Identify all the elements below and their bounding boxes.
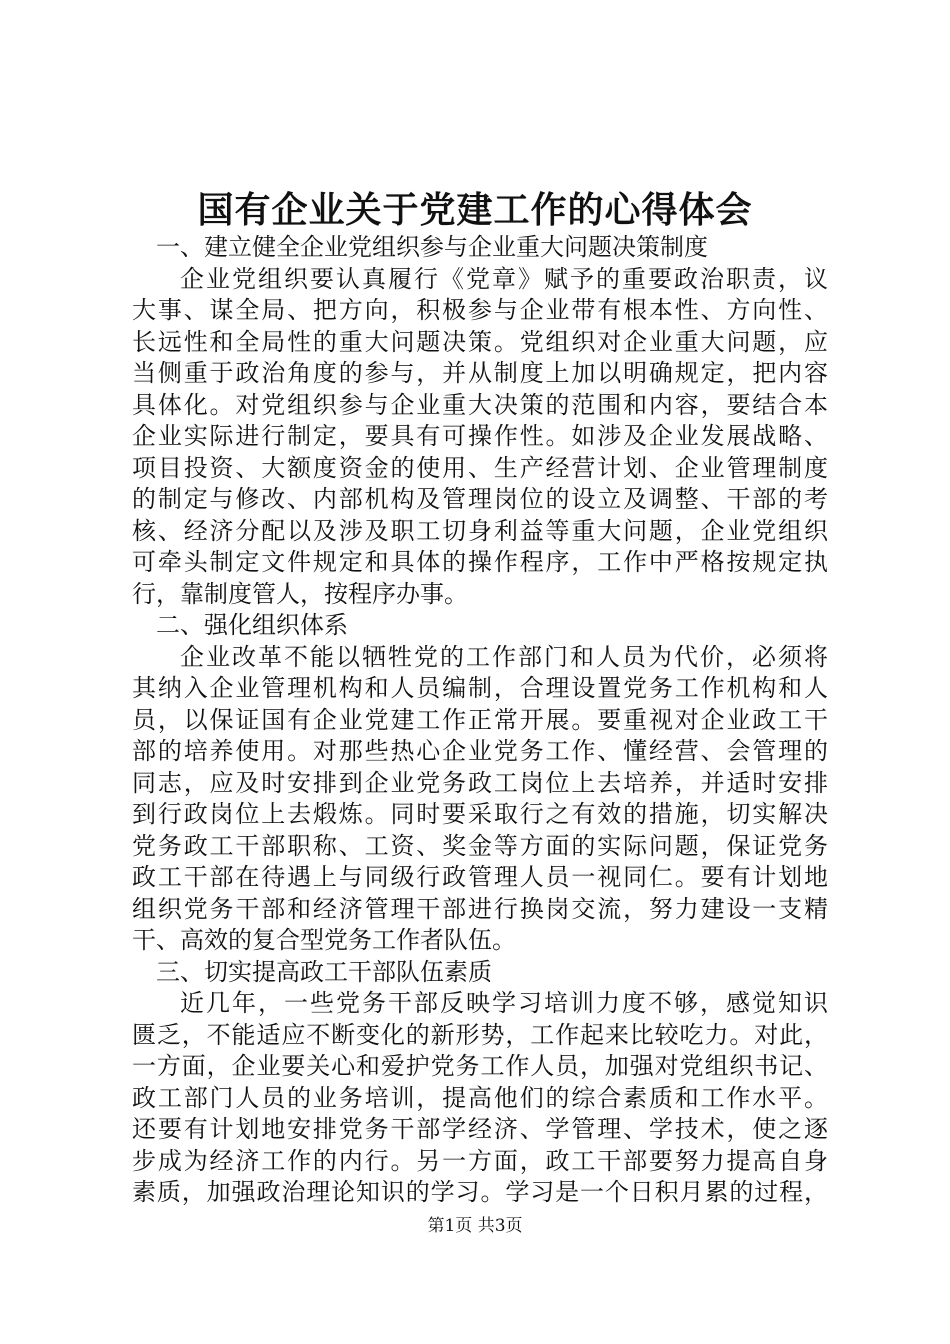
section-heading: 二、强化组织体系 <box>156 611 348 639</box>
paragraph-line: 长远性和全局性的重大问题决策。党组织对企业重大问题，应 <box>132 327 828 356</box>
section-heading: 三、切实提高政工干部队伍素质 <box>156 957 492 986</box>
section-heading: 一、建立健全企业党组织参与企业重大问题决策制度 <box>156 233 708 261</box>
paragraph-line: 可牵头制定文件规定和具体的操作程序，工作中严格按规定执 <box>132 548 828 576</box>
paragraph-line: 同志，应及时安排到企业党务政工岗位上去培养，并适时安排 <box>132 768 828 797</box>
paragraph-line: 党务政工干部职称、工资、奖金等方面的实际问题，保证党务 <box>132 831 828 860</box>
paragraph-line: 企业改革不能以牺牲党的工作部门和人员为代价，必须将 <box>180 642 828 671</box>
paragraph-line: 步成为经济工作的内行。另一方面，政工干部要努力提高自身 <box>132 1146 828 1175</box>
paragraph-line: 到行政岗位上去煅炼。同时要采取行之有效的措施，切实解决 <box>132 800 828 828</box>
paragraph-line: 企业党组织要认真履行《党章》赋予的重要政治职责，议 <box>180 264 828 293</box>
page-footer: 第1页 共3页 <box>427 1216 523 1236</box>
paragraph-line: 具体化。对党组织参与企业重大决策的范围和内容，要结合本 <box>132 390 828 419</box>
paragraph-line: 的制定与修改、内部机构及管理岗位的设立及调整、干部的考 <box>132 485 828 513</box>
paragraph-line: 部的培养使用。对那些热心企业党务工作、懂经营、会管理的 <box>132 737 828 765</box>
paragraph-line: 匮乏，不能适应不断变化的新形势，工作起来比较吃力。对此， <box>132 1020 828 1049</box>
document-body <box>132 232 828 1209</box>
paragraph-line: 一方面，企业要关心和爱护党务工作人员，加强对党组织书记、 <box>132 1052 828 1080</box>
paragraph-line: 政工干部在待遇上与同级行政管理人员一视同仁。要有计划地 <box>132 863 828 891</box>
paragraph-line: 当侧重于政治角度的参与，并从制度上加以明确规定，把内容 <box>132 359 828 387</box>
document-title: 国有企业关于党建工作的心得体会 <box>197 189 753 231</box>
paragraph-line: 员，以保证国有企业党建工作正常开展。要重视对企业政工干 <box>132 705 828 734</box>
paragraph-line: 政工部门人员的业务培训，提高他们的综合素质和工作水平。 <box>132 1083 828 1112</box>
paragraph-line: 组织党务干部和经济管理干部进行换岗交流，努力建设一支精 <box>132 894 828 923</box>
paragraph-line: 行，靠制度管人，按程序办事。 <box>132 579 468 608</box>
paragraph-line: 大事、谋全局、把方向，积极参与企业带有根本性、方向性、 <box>132 296 828 324</box>
paragraph-line: 项目投资、大额度资金的使用、生产经营计划、企业管理制度 <box>132 453 828 482</box>
paragraph-line: 核、经济分配以及涉及职工切身利益等重大问题，企业党组织 <box>132 516 828 545</box>
paragraph-line: 还要有计划地安排党务干部学经济、学管理、学技术，使之逐 <box>132 1115 828 1143</box>
paragraph-line: 近几年，一些党务干部反映学习培训力度不够，感觉知识 <box>180 989 828 1017</box>
paragraph-line: 干、高效的复合型党务工作者队伍。 <box>132 926 516 954</box>
paragraph-line: 素质，加强政治理论知识的学习。学习是一个日积月累的过程， <box>132 1178 828 1206</box>
paragraph-line: 其纳入企业管理机构和人员编制，合理设置党务工作机构和人 <box>132 674 828 702</box>
paragraph-line: 企业实际进行制定，要具有可操作性。如涉及企业发展战略、 <box>132 422 828 450</box>
